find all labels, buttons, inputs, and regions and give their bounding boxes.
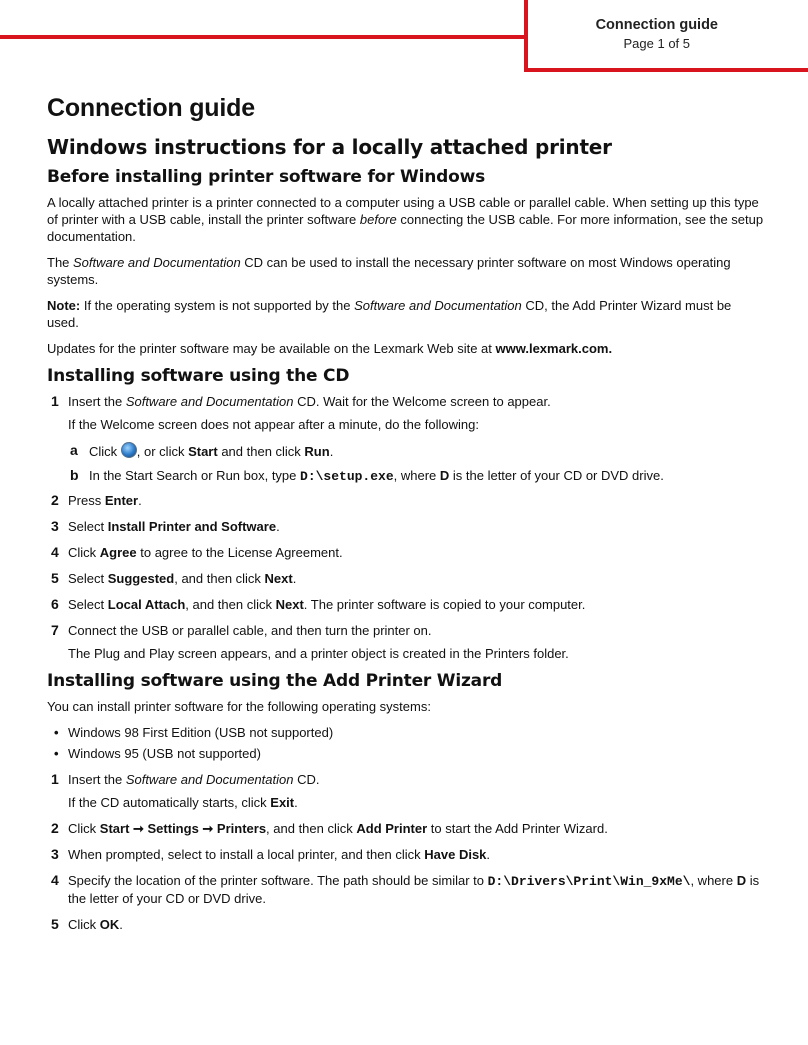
cd-step-5: 5 Select Suggested, and then click Next. — [51, 570, 297, 586]
cd-step-2: 2 Press Enter. — [51, 492, 142, 508]
subsection-heading-before-installing: Before installing printer software for Windows — [47, 167, 486, 187]
cd-step-7: 7 Connect the USB or parallel cable, and then turn the printer on. — [51, 622, 432, 638]
wizard-step-5: 5 Click OK. — [51, 916, 123, 932]
header-rule-horizontal — [0, 35, 528, 39]
note-paragraph: Note: If the operating system is not supported by the Software and Documentation CD, the Add Printer Wizard must be used. — [47, 298, 732, 330]
wizard-step-2: 2 Click Start ➞ Settings ➞ Printers, and then click Add Printer to start the Add Printer Wizard. — [51, 820, 608, 836]
section-heading-windows: Windows instructions for a locally attached printer — [47, 135, 612, 159]
wizard-step-4: 4 Specify the location of the printer software. The path should be similar to D:\Drivers\Print\Win_9xMe\, where D is the letter of your CD or DVD drive. — [51, 872, 760, 906]
running-header-title: Connection guide — [595, 17, 718, 33]
cd-step-6: 6 Select Local Attach, and then click Next. The printer software is copied to your computer. — [51, 596, 586, 612]
list-item: • Windows 95 (USB not supported) — [54, 746, 261, 761]
list-item: • Windows 98 First Edition (USB not supported) — [54, 725, 334, 740]
cd-step-1b: b In the Start Search or Run box, type D:\setup.exe, where D is the letter of your CD or DVD drive. — [70, 467, 664, 484]
subsection-heading-add-printer-wizard: Installing software using the Add Printer Wizard — [47, 671, 503, 691]
document-body — [47, 94, 765, 942]
paragraph-locally-attached: A locally attached printer is a printer connected to a computer using a USB cable or parallel cable. When setting up this type of printer with a USB cable, install the printer software before connecting the USB cable. For more information, see the setup documentation. — [47, 195, 764, 244]
wizard-step-1-note: If the CD automatically starts, click Exit. — [68, 795, 298, 810]
cd-step-3: 3 Select Install Printer and Software. — [51, 518, 280, 534]
paragraph-updates: Updates for the printer software may be available on the Lexmark Web site at www.lexmark.com. — [47, 341, 613, 356]
windows-start-orb-icon — [121, 442, 137, 458]
cd-step-1-note: If the Welcome screen does not appear after a minute, do the following: — [68, 417, 479, 432]
header-rule-bottom — [524, 68, 808, 72]
wizard-step-3: 3 When prompted, select to install a local printer, and then click Have Disk. — [51, 846, 491, 862]
paragraph-software-cd: The Software and Documentation CD can be used to install the necessary printer software on most Windows operating systems. — [47, 255, 731, 287]
wizard-step-1: 1 Insert the Software and Documentation CD. — [51, 771, 320, 787]
cd-step-7-note: The Plug and Play screen appears, and a printer object is created in the Printers folder. — [68, 646, 569, 661]
cd-step-1: 1 Insert the Software and Documentation CD. Wait for the Welcome screen to appear. — [51, 393, 551, 409]
running-header-page: Page 1 of 5 — [623, 36, 690, 51]
cd-step-4: 4 Click Agree to agree to the License Agreement. — [51, 544, 343, 560]
header-rule-vertical — [524, 0, 528, 72]
wizard-intro: You can install printer software for the following operating systems: — [47, 699, 431, 714]
cd-step-1a: a Click , or click Start and then click Run. — [70, 442, 334, 459]
page-title: Connection guide — [47, 94, 255, 122]
subsection-heading-cd: Installing software using the CD — [47, 366, 350, 386]
lexmark-link[interactable]: www.lexmark.com. — [495, 341, 613, 356]
